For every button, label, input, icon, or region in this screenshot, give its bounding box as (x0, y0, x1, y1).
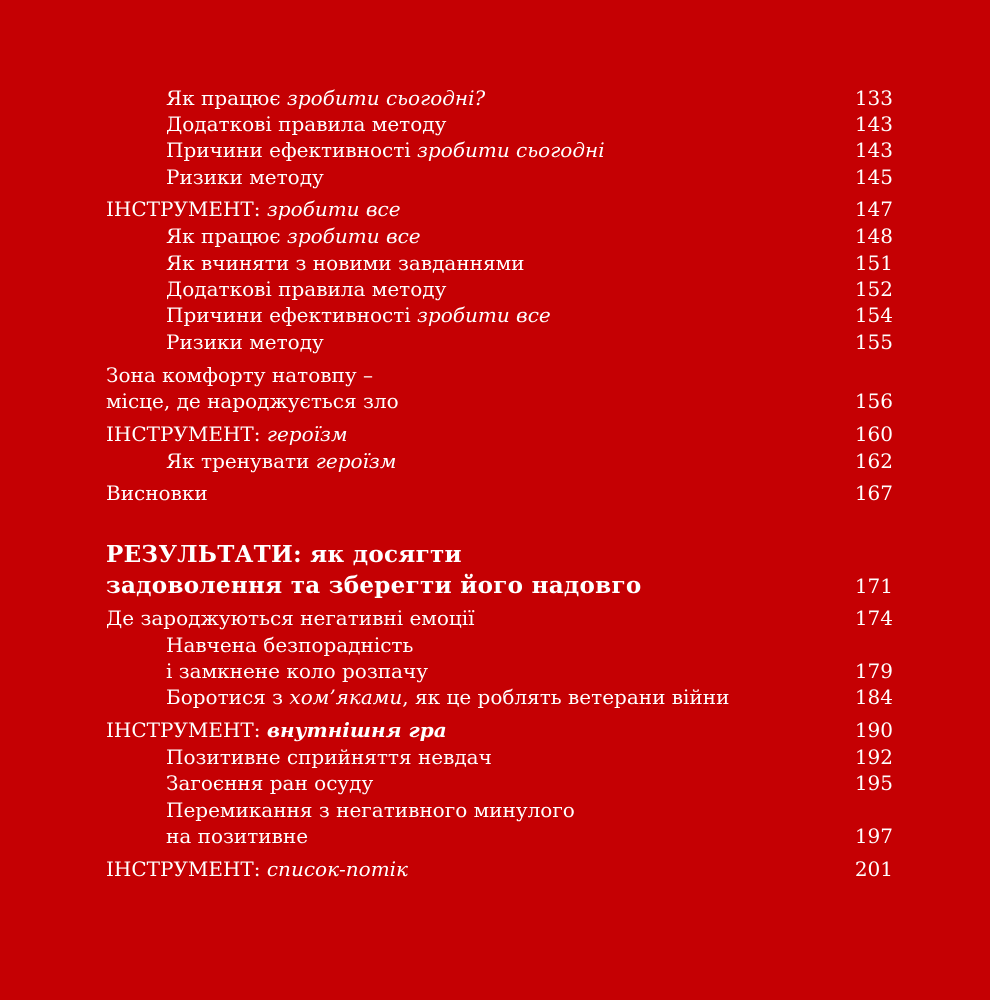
toc-page-number: 143 (854, 138, 893, 162)
toc-entry-title: ІНСТРУМЕНТ: героїзм (106, 422, 348, 446)
toc-page-number: 160 (854, 422, 893, 446)
toc-page-number: 197 (854, 824, 893, 848)
toc-entry-title: Де зароджуються негативні емоції (106, 606, 475, 630)
toc-page-number: 195 (854, 771, 893, 795)
toc-page-number: 147 (854, 197, 893, 221)
toc-page-number: 167 (854, 481, 893, 505)
toc-entry-title: ІНСТРУМЕНТ: список-потік (106, 857, 408, 881)
toc-entry-title: Причини ефективності зробити сьогодні (166, 138, 605, 162)
toc-page-number: 151 (854, 251, 893, 275)
toc-entry-title: Загоєння ран осуду (166, 771, 374, 795)
toc-entry-title: Навчена безпорадність і замкнене коло розпачу (166, 633, 428, 683)
toc-page-number: 190 (854, 718, 893, 742)
toc-page-number: 179 (854, 659, 893, 683)
toc-entry-title: Як вчиняти з новими завданнями (166, 251, 525, 275)
toc-entry-title: Ризики методу (166, 330, 324, 354)
toc-entry-title: Перемикання з негативного минулого на позитивне (166, 798, 575, 848)
toc-entry-title: Як тренувати героїзм (166, 449, 397, 473)
toc-page-number: 201 (854, 857, 893, 881)
section-title: РЕЗУЛЬТАТИ: як досягти задоволення та зберегти його надовго (106, 541, 642, 599)
toc-entry-title: Ризики методу (166, 165, 324, 189)
toc-entry-title: Позитивне сприйняття невдач (166, 745, 492, 769)
toc-entry-title: Висновки (106, 481, 208, 505)
toc-page-number: 184 (854, 685, 893, 709)
toc-page-number: 155 (854, 330, 893, 354)
toc-entry-title: Боротися з хом’яками, як це роблять ветерани війни (166, 685, 730, 709)
toc-entry-title: Причини ефективності зробити все (166, 303, 551, 327)
toc-entry-title: Як працює зробити все (166, 224, 421, 248)
toc-page-number: 154 (854, 303, 893, 327)
toc-page-number: 145 (854, 165, 893, 189)
toc-page-number: 156 (854, 389, 893, 413)
toc-page-number: 174 (854, 606, 893, 630)
toc-page-number: 171 (854, 574, 893, 598)
toc-entry-title: ІНСТРУМЕНТ: зробити все (106, 197, 401, 221)
toc-page-number: 192 (854, 745, 893, 769)
toc-page-number: 148 (854, 224, 893, 248)
toc-page-number: 143 (854, 112, 893, 136)
toc-entry-title: Додаткові правила методу (166, 277, 447, 301)
toc-page-number: 133 (854, 86, 893, 110)
toc-entry-title: Зона комфорту натовпу – місце, де народжується зло (106, 363, 399, 413)
toc-entry-title: Додаткові правила методу (166, 112, 447, 136)
toc-page-number: 152 (854, 277, 893, 301)
toc-entry-title: ІНСТРУМЕНТ: внутнішня гра (106, 718, 447, 742)
toc-page-number: 162 (854, 449, 893, 473)
toc-entry-title: Як працює зробити сьогодні? (166, 86, 486, 110)
